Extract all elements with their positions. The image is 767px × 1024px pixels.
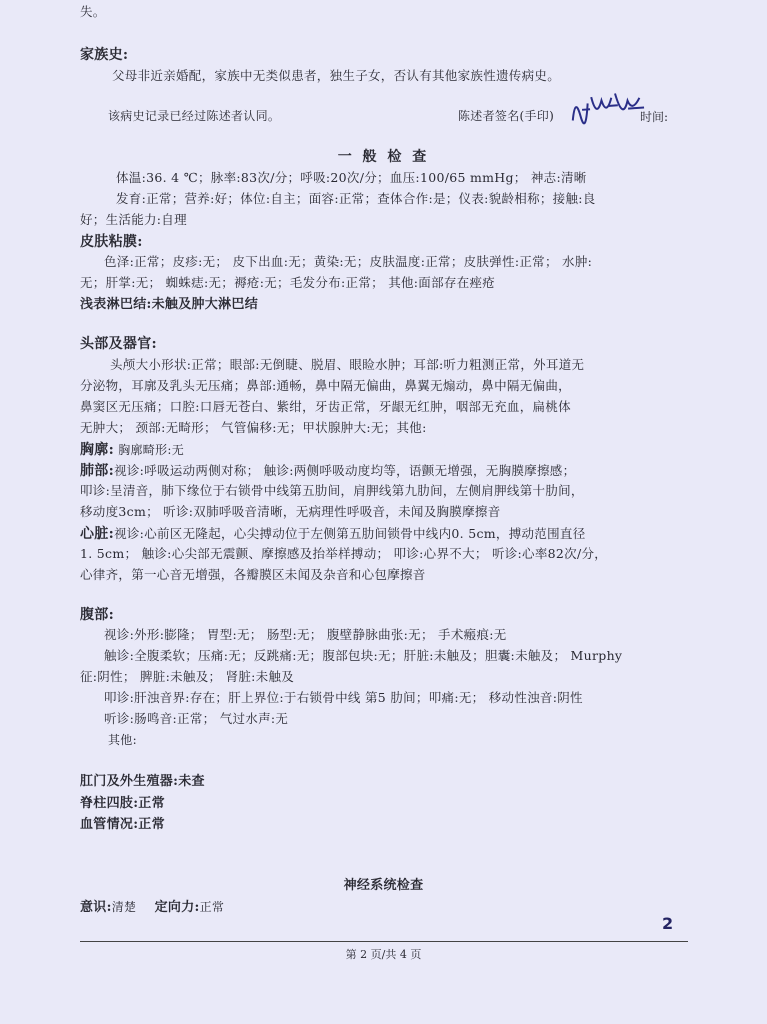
top-fragment: 失。 xyxy=(80,4,106,19)
signature-time-label: 时间: xyxy=(640,110,669,124)
lymph-node-line: 浅表淋巴结:未触及肿大淋巴结 xyxy=(80,297,258,312)
abdomen-heading: 腹部: xyxy=(80,607,115,623)
handwritten-page-mark: 2 xyxy=(662,914,674,933)
record-confirmed-note: 该病史记录已经过陈述者认同。 xyxy=(108,109,281,123)
development-line: 发育:正常；营养:好；体位:自主；面容:正常；查体合作:是；仪表:貌龄相称；接触:良 xyxy=(116,191,596,206)
footer-divider xyxy=(80,941,688,942)
head-line-3: 鼻窦区无压痛；口腔:口唇无苍白、紫绀，牙齿正常，牙龈无红肿，咽部无充血，扁桃体 xyxy=(80,399,571,414)
heart-line-2: 1. 5cm； 触诊:心尖部无震颤、摩擦感及抬举样搏动； 叩诊:心界不大； 听诊:心率82次/分， xyxy=(80,546,608,561)
skin-line-2: 无；肝掌:无； 蜘蛛痣:无；褥疮:无；毛发分布:正常； 其他:面部存在痤疮 xyxy=(80,275,496,290)
lung-label: 肺部: xyxy=(80,463,115,479)
neuro-exam-title: 神经系统检查 xyxy=(343,878,424,893)
heart-line-1: 视诊:心前区无隆起，心尖搏动位于左侧第五肋间锁骨中线内0. 5cm，搏动范围直径 xyxy=(114,526,586,541)
vascular-line: 血管情况:正常 xyxy=(80,817,165,832)
heart-label: 心脏: xyxy=(80,526,115,542)
family-history-text: 父母非近亲婚配，家族中无类似患者，独生子女，否认有其他家族性遗传病史。 xyxy=(112,68,561,83)
general-exam-title: 一 般 检 查 xyxy=(337,149,430,165)
consciousness-value: 清楚 xyxy=(111,900,137,914)
abdomen-line-6: 其他: xyxy=(108,733,137,747)
lung-line-3: 移动度3cm； 听诊:双肺呼吸音清晰，无病理性呼吸音，未闻及胸膜摩擦音 xyxy=(80,504,501,519)
chest-text: 胸廓畸形:无 xyxy=(114,443,185,457)
heart-line-1-row xyxy=(80,523,586,543)
abdomen-line-1: 视诊:外形:膨隆； 胃型:无； 肠型:无； 腹壁静脉曲张:无； 手术瘢痕:无 xyxy=(104,627,507,642)
signature-label: 陈述者签名(手印) xyxy=(458,109,555,123)
head-line-1: 头颅大小形状:正常；眼部:无倒睫、脱眉、眼睑水肿；耳部:听力粗测正常，外耳道无 xyxy=(110,357,585,372)
head-organs-heading: 头部及器官: xyxy=(80,336,157,352)
abdomen-line-2: 触诊:全腹柔软；压痛:无；反跳痛:无；腹部包块:无；肝脏:未触及；胆囊:未触及； Murphy xyxy=(104,648,623,663)
head-line-4: 无肿大； 颈部:无畸形； 气管偏移:无；甲状腺肿大:无；其他: xyxy=(80,420,427,435)
orientation-value: 正常 xyxy=(199,900,225,914)
handwritten-signature xyxy=(567,85,650,130)
page-footer: 第 2 页/共 4 页 xyxy=(345,948,422,961)
lung-line-1-row xyxy=(80,460,575,480)
chest-line xyxy=(80,439,184,459)
development-line-cont: 好；生活能力:自理 xyxy=(80,212,187,227)
chest-label: 胸廓: xyxy=(80,442,115,458)
abdomen-line-3: 征:阴性； 脾脏:未触及； 肾脏:未触及 xyxy=(80,669,295,684)
skin-heading: 皮肤粘膜: xyxy=(80,234,143,250)
anal-genital-line: 肛门及外生殖器:未查 xyxy=(80,774,205,789)
consciousness-label: 意识: xyxy=(80,900,112,915)
spine-limbs-line: 脊柱四肢:正常 xyxy=(80,796,165,811)
heart-line-3: 心律齐，第一心音无增强，各瓣膜区未闻及杂音和心包摩擦音 xyxy=(80,567,426,582)
orientation-label: 定向力: xyxy=(154,900,200,915)
vitals-line: 体温:36. 4 ℃；脉率:83次/分；呼吸:20次/分；血压:100/65 mmHg； 神志:清晰 xyxy=(116,170,587,185)
skin-line-1: 色泽:正常；皮疹:无； 皮下出血:无；黄染:无；皮肤温度:正常；皮肤弹性:正常； 水肿: xyxy=(104,254,593,269)
lung-line-2: 叩诊:呈清音，肺下缘位于右锁骨中线第五肋间，肩胛线第九肋间，左侧肩胛线第十肋间， xyxy=(80,483,584,498)
lung-line-1: 视诊:呼吸运动两侧对称； 触诊:两侧呼吸动度均等，语颤无增强，无胸膜摩擦感； xyxy=(114,463,576,478)
abdomen-line-5: 听诊:肠鸣音:正常； 气过水声:无 xyxy=(104,711,289,726)
family-history-heading: 家族史: xyxy=(80,47,129,63)
abdomen-line-4: 叩诊:肝浊音界:存在；肝上界位:于右锁骨中线 第5 肋间；叩痛:无； 移动性浊音:阴性 xyxy=(104,690,583,705)
head-line-2: 分泌物，耳廓及乳头无压痛；鼻部:通畅，鼻中隔无偏曲，鼻翼无煽动，鼻中隔无偏曲， xyxy=(80,378,571,393)
neuro-line xyxy=(80,896,224,915)
